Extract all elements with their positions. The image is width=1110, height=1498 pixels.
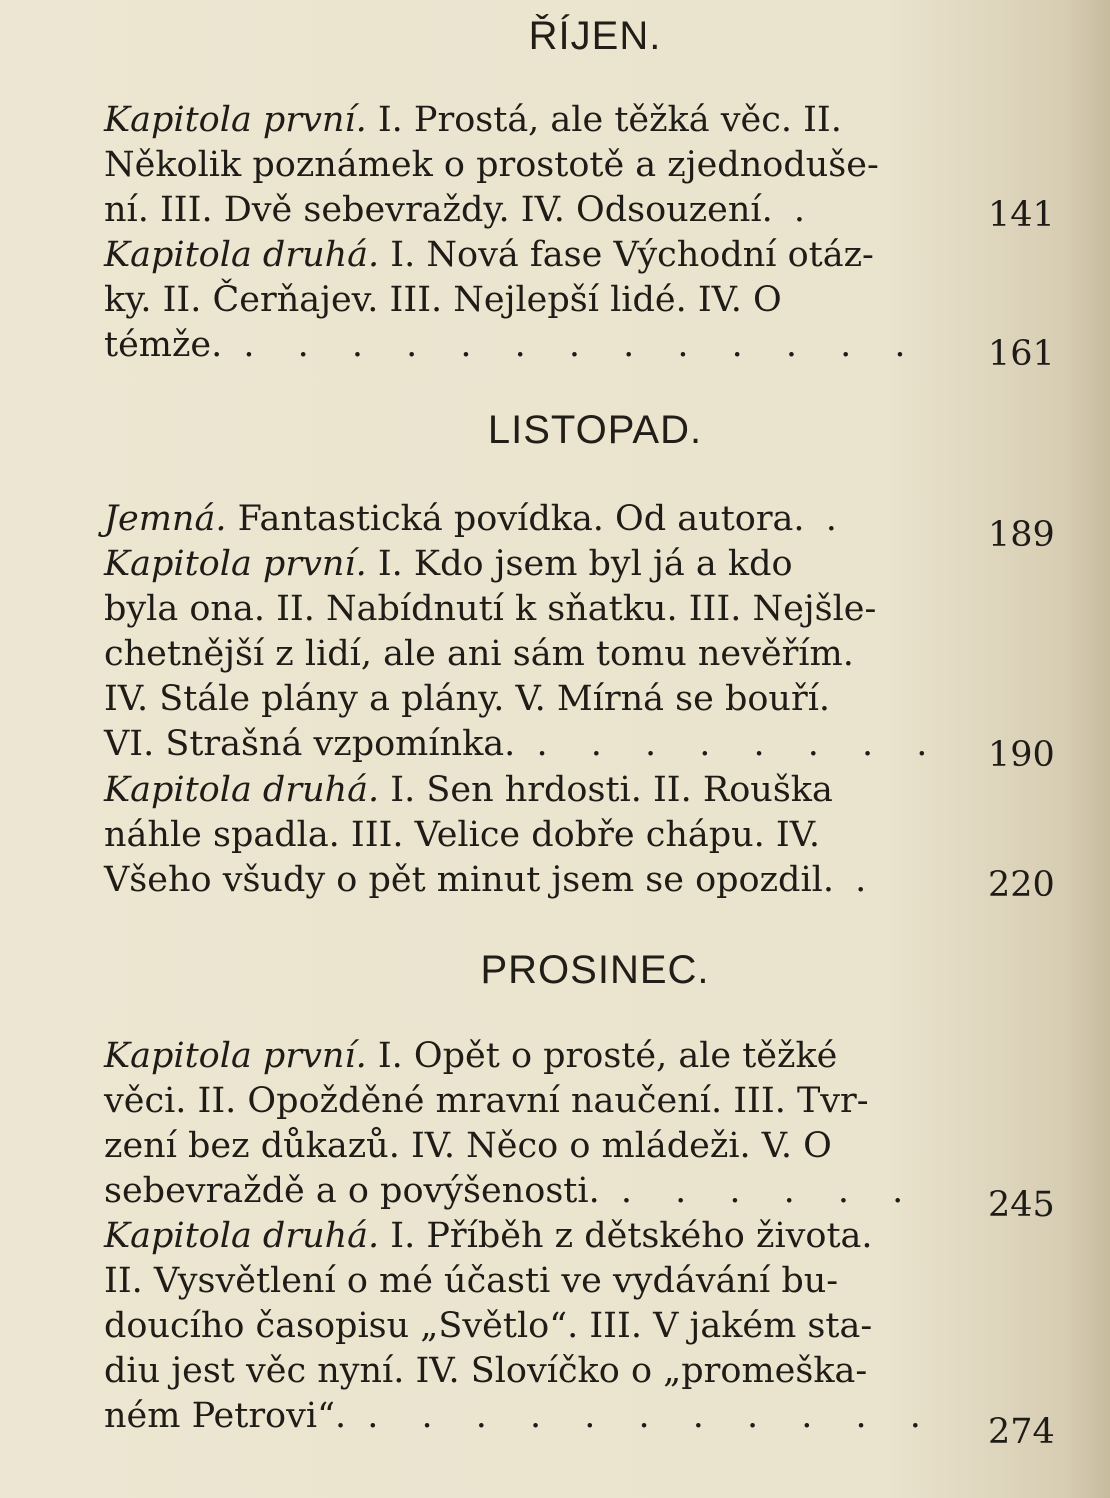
entry-line: náhle spadla. III. Velice dobře chápu. IV. [104,815,821,855]
entry-line: Všeho všudy o pět minut jsem se opozdil. [104,860,834,900]
entry-line: I. Nová fase Východní otáz- [390,235,874,275]
page-number: 189 [988,515,1055,555]
chapter-title: Jemná. [104,499,227,539]
leader-dots: . [793,190,821,230]
page-number: 141 [988,195,1055,235]
entry-line: I. Opět o prosté, ale těžké [377,1036,838,1076]
entry-line: ném Petrovi“. [104,1396,347,1436]
leader-dots: . . . . . . . . . . . [367,1396,937,1436]
entry-line: I. Prostá, ale těžká věc. II. [377,100,842,140]
entry-line: byla ona. II. Nabídnutí k sňatku. III. Nejšle- [104,589,877,629]
leader-dots: . . . . . . . . [536,724,944,764]
entry-line: diu jest věc nyní. IV. Slovíčko o „promeška- [104,1351,868,1391]
entry-line: VI. Strašná vzpomínka. [104,724,516,764]
entry-line: chetnější z lidí, ale ani sám tomu nevěřím. [104,634,854,674]
entry-line: Fantastická povídka. Od autora. [237,499,805,539]
entry-line: zení bez důkazů. IV. Něco o mládeži. V. O [104,1126,832,1166]
toc-entry [104,542,974,767]
chapter-title: Kapitola druhá. [104,1216,380,1256]
leader-dots: . [855,860,883,900]
page-number: 220 [988,865,1055,905]
toc-entry [104,233,974,368]
entry-line: II. Vysvětlení o mé účasti ve vydávání bu- [104,1261,839,1301]
toc-entry [104,497,974,542]
entry-line: témže. [104,325,223,365]
page-number: 190 [988,735,1055,775]
entry-line: ky. II. Čerňajev. III. Nejlepší lidé. IV. O [104,280,782,320]
entry-line: I. Kdo jsem byl já a kdo [377,544,793,584]
entry-line: Několik poznámek o prostotě a zjednoduše- [104,145,879,185]
entry-line: věci. II. Opožděné mravní naučení. III. Tvr- [104,1081,869,1121]
leader-dots: . . . . . . [620,1171,920,1211]
page-number: 274 [988,1412,1055,1452]
leader-dots: . . . . . . . . . . . . . [243,325,922,365]
entry-line: I. Sen hrdosti. II. Rouška [390,770,833,810]
chapter-title: Kapitola první. [104,1036,367,1076]
chapter-title: Kapitola první. [104,100,367,140]
chapter-title: Kapitola druhá. [104,235,380,275]
toc-entry [104,768,974,903]
section-heading-rijen: ŘÍJEN. [528,14,662,58]
chapter-title: Kapitola druhá. [104,770,380,810]
page-number: 161 [988,334,1055,374]
entry-line: sebevraždě a o povýšenosti. [104,1171,600,1211]
toc-entry [104,1214,974,1439]
page-number: 245 [988,1185,1055,1225]
chapter-title: Kapitola první. [104,544,367,584]
entry-line: IV. Stále plány a plány. V. Mírná se bouří. [104,679,831,719]
section-heading-listopad: LISTOPAD. [487,408,703,452]
section-heading-prosinec: PROSINEC. [480,948,710,992]
entry-line: doucího časopisu „Světlo“. III. V jakém sta- [104,1306,873,1346]
toc-entry [104,98,974,233]
entry-line: ní. III. Dvě sebevraždy. IV. Odsouzení. [104,190,773,230]
entry-line: I. Příběh z dětského života. [390,1216,873,1256]
leader-dots: . [825,499,853,539]
toc-entry [104,1034,974,1214]
